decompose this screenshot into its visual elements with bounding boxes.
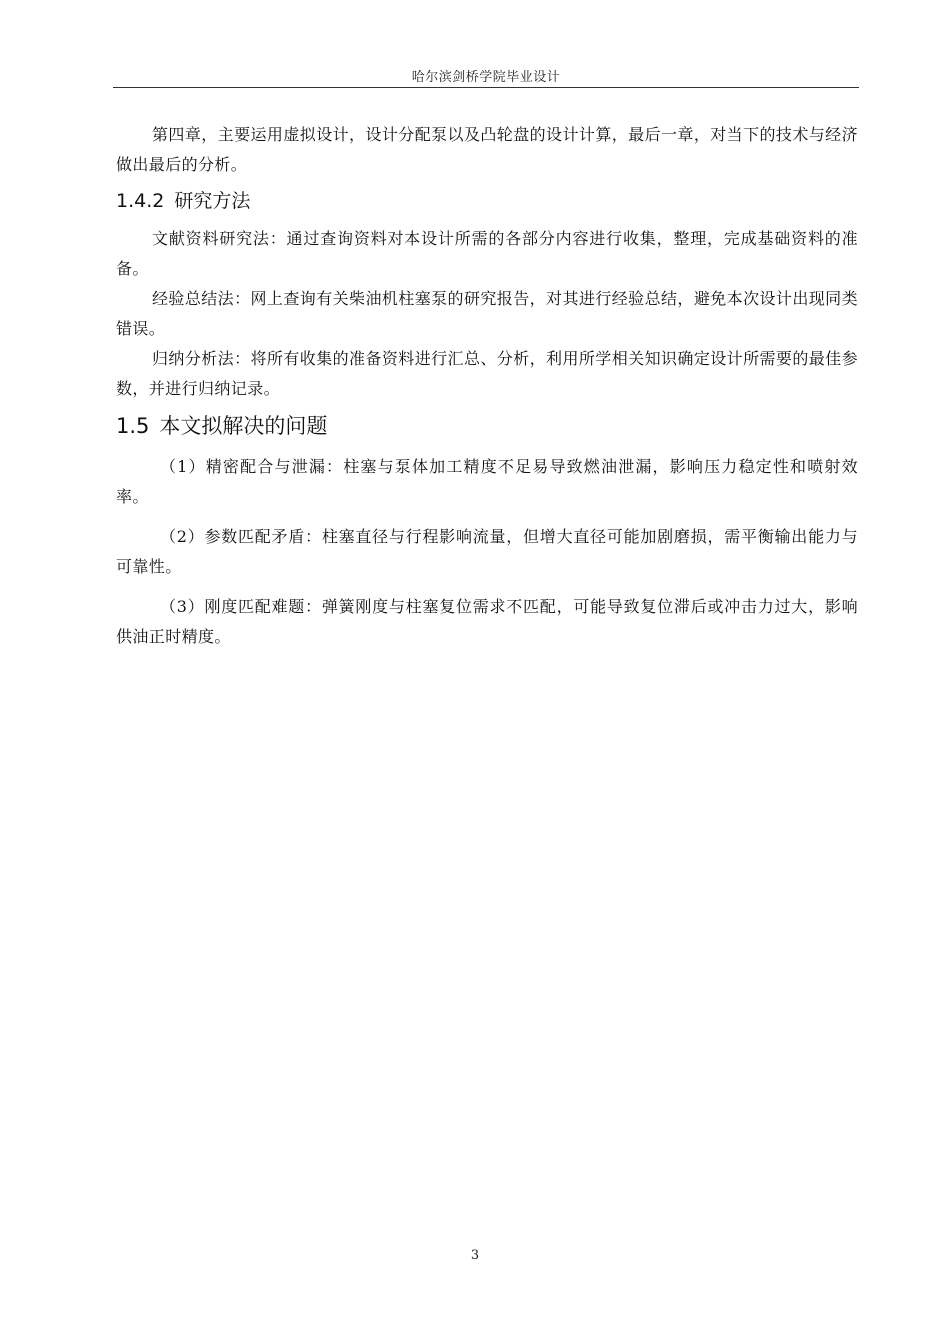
problem-item-1: （1）精密配合与泄漏：柱塞与泵体加工精度不足易导致燃油泄漏，影响压力稳定性和喷射效率。 xyxy=(116,457,858,506)
section-number: 1.4.2 xyxy=(116,190,165,212)
intro-paragraph: 第四章，主要运用虚拟设计，设计分配泵以及凸轮盘的设计计算，最后一章，对当下的技术与经济做出最后的分析。 xyxy=(116,125,858,174)
problem-item-2: （2）参数匹配矛盾：柱塞直径与行程影响流量，但增大直径可能加剧磨损，需平衡输出能力与可靠性。 xyxy=(116,527,858,576)
section-heading-1-5 xyxy=(116,408,858,444)
method-paragraph-induction: 归纳分析法：将所有收集的准备资料进行汇总、分析，利用所学相关知识确定设计所需要的最佳参数，并进行归纳记录。 xyxy=(116,349,858,398)
document-body xyxy=(116,120,858,662)
problem-item-3: （3）刚度匹配难题：弹簧刚度与柱塞复位需求不匹配，可能导致复位滞后或冲击力过大，影响供油正时精度。 xyxy=(116,597,858,646)
method-paragraph-literature: 文献资料研究法：通过查询资料对本设计所需的各部分内容进行收集，整理，完成基础资料的准备。 xyxy=(116,229,858,278)
header-divider xyxy=(113,87,859,88)
page-header: 哈尔滨剑桥学院毕业设计 xyxy=(411,70,561,85)
section-title: 研究方法 xyxy=(174,190,251,212)
section-heading-1-4-2 xyxy=(116,184,858,218)
section-number: 1.5 xyxy=(116,414,150,438)
section-title: 本文拟解决的问题 xyxy=(159,414,328,438)
page-number: 3 xyxy=(470,1248,480,1263)
method-paragraph-experience: 经验总结法：网上查询有关柴油机柱塞泵的研究报告，对其进行经验总结，避免本次设计出现同类错误。 xyxy=(116,289,858,338)
